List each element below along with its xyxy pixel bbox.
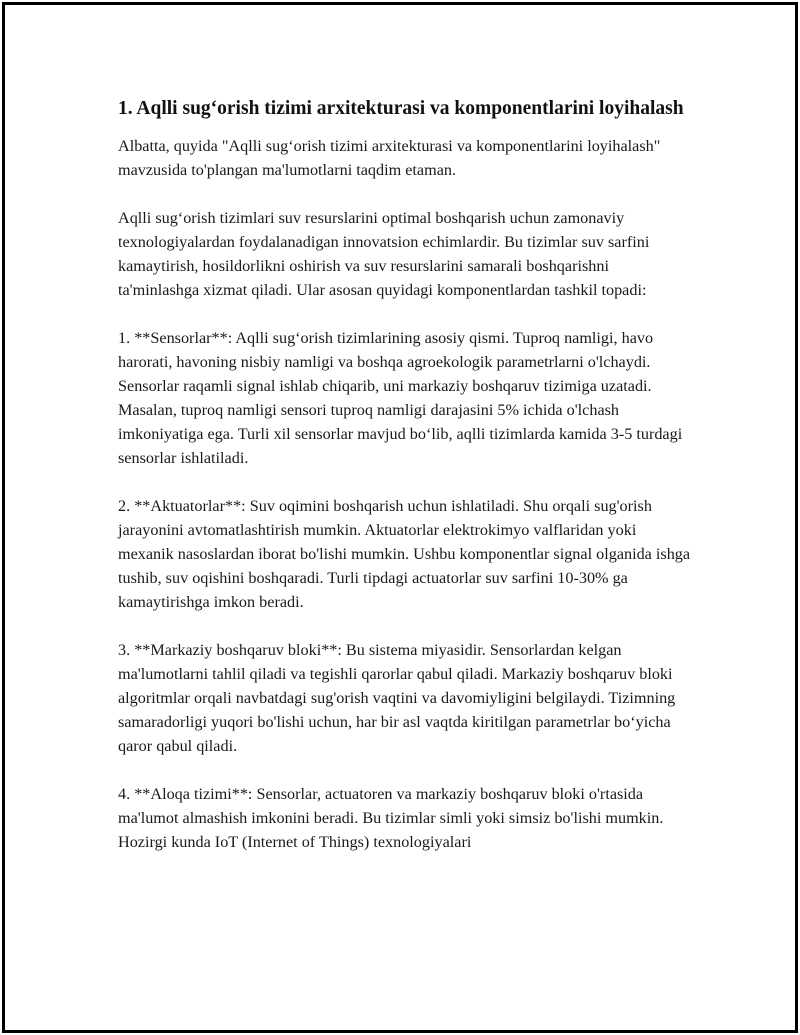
- paragraph-sensors: 1. **Sensorlar**: Aqlli sug‘orish tizimlarining asosiy qismi. Tuproq namligi, havo harorati, havoning nisbiy namligi va boshqa agroekologik parametrlarni o'lchaydi. Sensorlar raqamli signal ishlab chiqarib, uni markaziy boshqaruv tizimiga uzatadi. Masalan, tuproq namligi sensori tuproq namligi darajasini 5% ichida o'lchash imkoniyatiga ega. Turli xil sensorlar mavjud bo‘lib, aqlli tizimlarda kamida 3-5 turdagi sensorlar ishlatiladi.: [118, 329, 683, 467]
- paragraph-intro: Albatta, quyida "Aqlli sug‘orish tizimi arxitekturasi va komponentlarini loyihalash" mavzusida to'plangan ma'lumotlarni taqdim etaman.: [118, 137, 661, 179]
- paragraph-actuators: 2. **Aktuatorlar**: Suv oqimini boshqarish uchun ishlatiladi. Shu orqali sug'orish jarayonini avtomatlashtirish mumkin. Aktuatorlar elektrokimyo valflaridan yoki mexanik nasoslardan iborat bo'lishi mumkin. Ushbu komponentlar signal olganida ishga tushib, suv oqishini boshqaradi. Turli tipdagi actuatorlar suv sarfini 10-30% ga kamaytirishga imkon beradi.: [118, 497, 691, 611]
- paragraph-communication: 4. **Aloqa tizimi**: Sensorlar, actuatoren va markaziy boshqaruv bloki o'rtasida ma'lumot almashish imkonini beradi. Bu tizimlar simli yoki simsiz bo'lishi mumkin. Hozirgi kunda IoT (Internet of Things) texnologiyalari: [118, 785, 664, 851]
- paragraph-overview: Aqlli sug‘orish tizimlari suv resurslarini optimal boshqarish uchun zamonaviy texnologiyalardan foydalanadigan innovatsion echimlardir. Bu tizimlar suv sarfini kamaytirish, hosildorlikni oshirish va suv resurslarini samarali boshqarishni ta'minlashga xizmat qiladi. Ular asosan quyidagi komponentlardan tashkil topadi:: [118, 209, 650, 299]
- document-body: [118, 96, 693, 854]
- paragraph-control-unit: 3. **Markaziy boshqaruv bloki**: Bu sistema miyasidir. Sensorlardan kelgan ma'lumotlarni tahlil qiladi va tegishli qarorlar qabul qiladi. Markaziy boshqaruv bloki algoritmlar orqali navbatdagi sug'orish vaqtini va davomiyligini belgilaydi. Tizimning samaradorligi yuqori bo'lishi uchun, har bir asl vaqtda kiritilgan parametrlar bo‘yicha qaror qabul qiladi.: [118, 641, 676, 755]
- document-title: 1. Aqlli sug‘orish tizimi arxitekturasi va komponentlarini loyihalash: [118, 98, 684, 119]
